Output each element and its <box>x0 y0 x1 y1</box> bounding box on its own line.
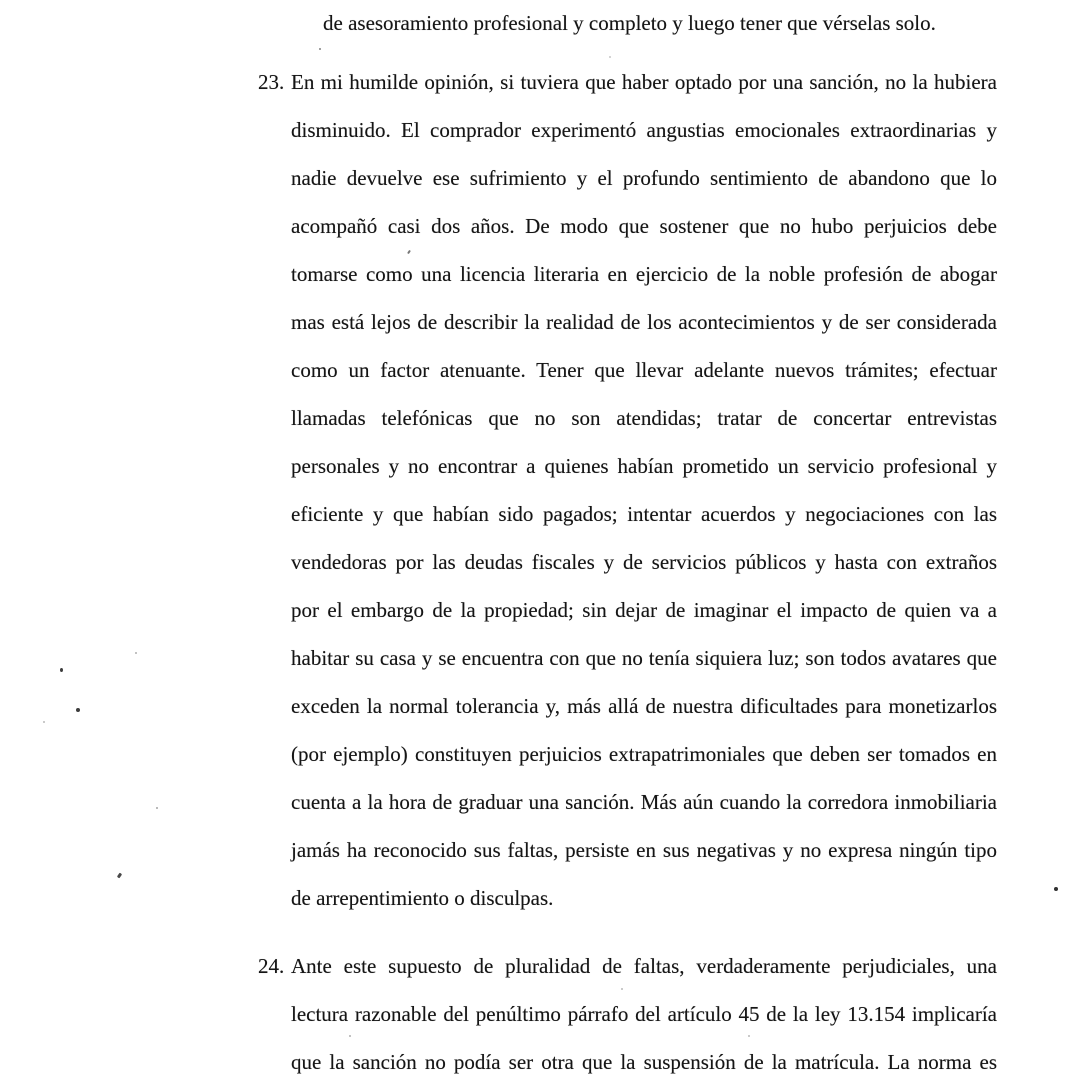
item-number-24: 24. <box>258 954 285 978</box>
scan-speck <box>1054 887 1058 891</box>
text-line: como un factor atenuante. Tener que llevar adelante nuevos trámites; efectuar <box>291 358 997 382</box>
scan-speck <box>60 668 63 672</box>
text-line: habitar su casa y se encuentra con que no tenía siquiera luz; son todos avatares que <box>291 646 997 670</box>
list-item-23 <box>258 58 997 922</box>
scan-speck <box>609 56 611 58</box>
scan-speck <box>43 721 45 723</box>
scan-speck <box>76 708 80 712</box>
text-line: exceden la normal tolerancia y, más allá de nuestra dificultades para monetizarlos <box>291 694 997 718</box>
scan-speck <box>117 873 122 879</box>
text-line: jamás ha reconocido sus faltas, persiste en sus negativas y no expresa ningún tipo <box>291 838 997 862</box>
scan-speck <box>748 1035 750 1037</box>
text-line: nadie devuelve ese sufrimiento y el profundo sentimiento de abandono que lo <box>291 166 997 190</box>
text-line: vendedoras por las deudas fiscales y de servicios públicos y hasta con extraños <box>291 550 997 574</box>
text-block <box>258 0 997 1086</box>
scan-speck <box>135 652 137 654</box>
text-line: que la sanción no podía ser otra que la suspensión de la matrícula. La norma es <box>291 1050 997 1074</box>
text-line: tomarse como una licencia literaria en ejercicio de la noble profesión de abogar <box>291 262 997 286</box>
text-line: Ante este supuesto de pluralidad de faltas, verdaderamente perjudiciales, una <box>291 954 997 978</box>
scan-speck <box>621 988 623 990</box>
list-item-24 <box>258 942 997 1086</box>
text-line: mas está lejos de describir la realidad de los acontecimientos y de ser considerada <box>291 310 997 334</box>
text-line: de arrepentimiento o disculpas. <box>291 886 554 910</box>
text-line: llamadas telefónicas que no son atendidas; tratar de concertar entrevistas <box>291 406 997 430</box>
text-line: personales y no encontrar a quienes habían prometido un servicio profesional y <box>291 454 997 478</box>
text-line: por el embargo de la propiedad; sin dejar de imaginar el impacto de quien va a <box>291 598 997 622</box>
text-line: cuenta a la hora de graduar una sanción. Más aún cuando la corredora inmobiliaria <box>291 790 997 814</box>
scan-speck <box>319 48 321 50</box>
text-line: disminuido. El comprador experimentó angustias emocionales extraordinarias y <box>291 118 997 142</box>
text-line: (por ejemplo) constituyen perjuicios extrapatrimoniales que deben ser tomados en <box>291 742 997 766</box>
item-number-23: 23. <box>258 70 285 94</box>
paragraph-continuation-line: de asesoramiento profesional y completo y luego tener que vérselas solo. <box>323 11 936 35</box>
text-line: En mi humilde opinión, si tuviera que haber optado por una sanción, no la hubiera <box>291 70 997 94</box>
scan-speck <box>156 807 158 809</box>
text-line: lectura razonable del penúltimo párrafo del artículo 45 de la ley 13.154 implicaría <box>291 1002 997 1026</box>
text-line: acompañó casi dos años. De modo que sostener que no hubo perjuicios debe <box>291 214 997 238</box>
scan-speck <box>349 1035 351 1037</box>
text-line: eficiente y que habían sido pagados; intentar acuerdos y negociaciones con las <box>291 502 997 526</box>
